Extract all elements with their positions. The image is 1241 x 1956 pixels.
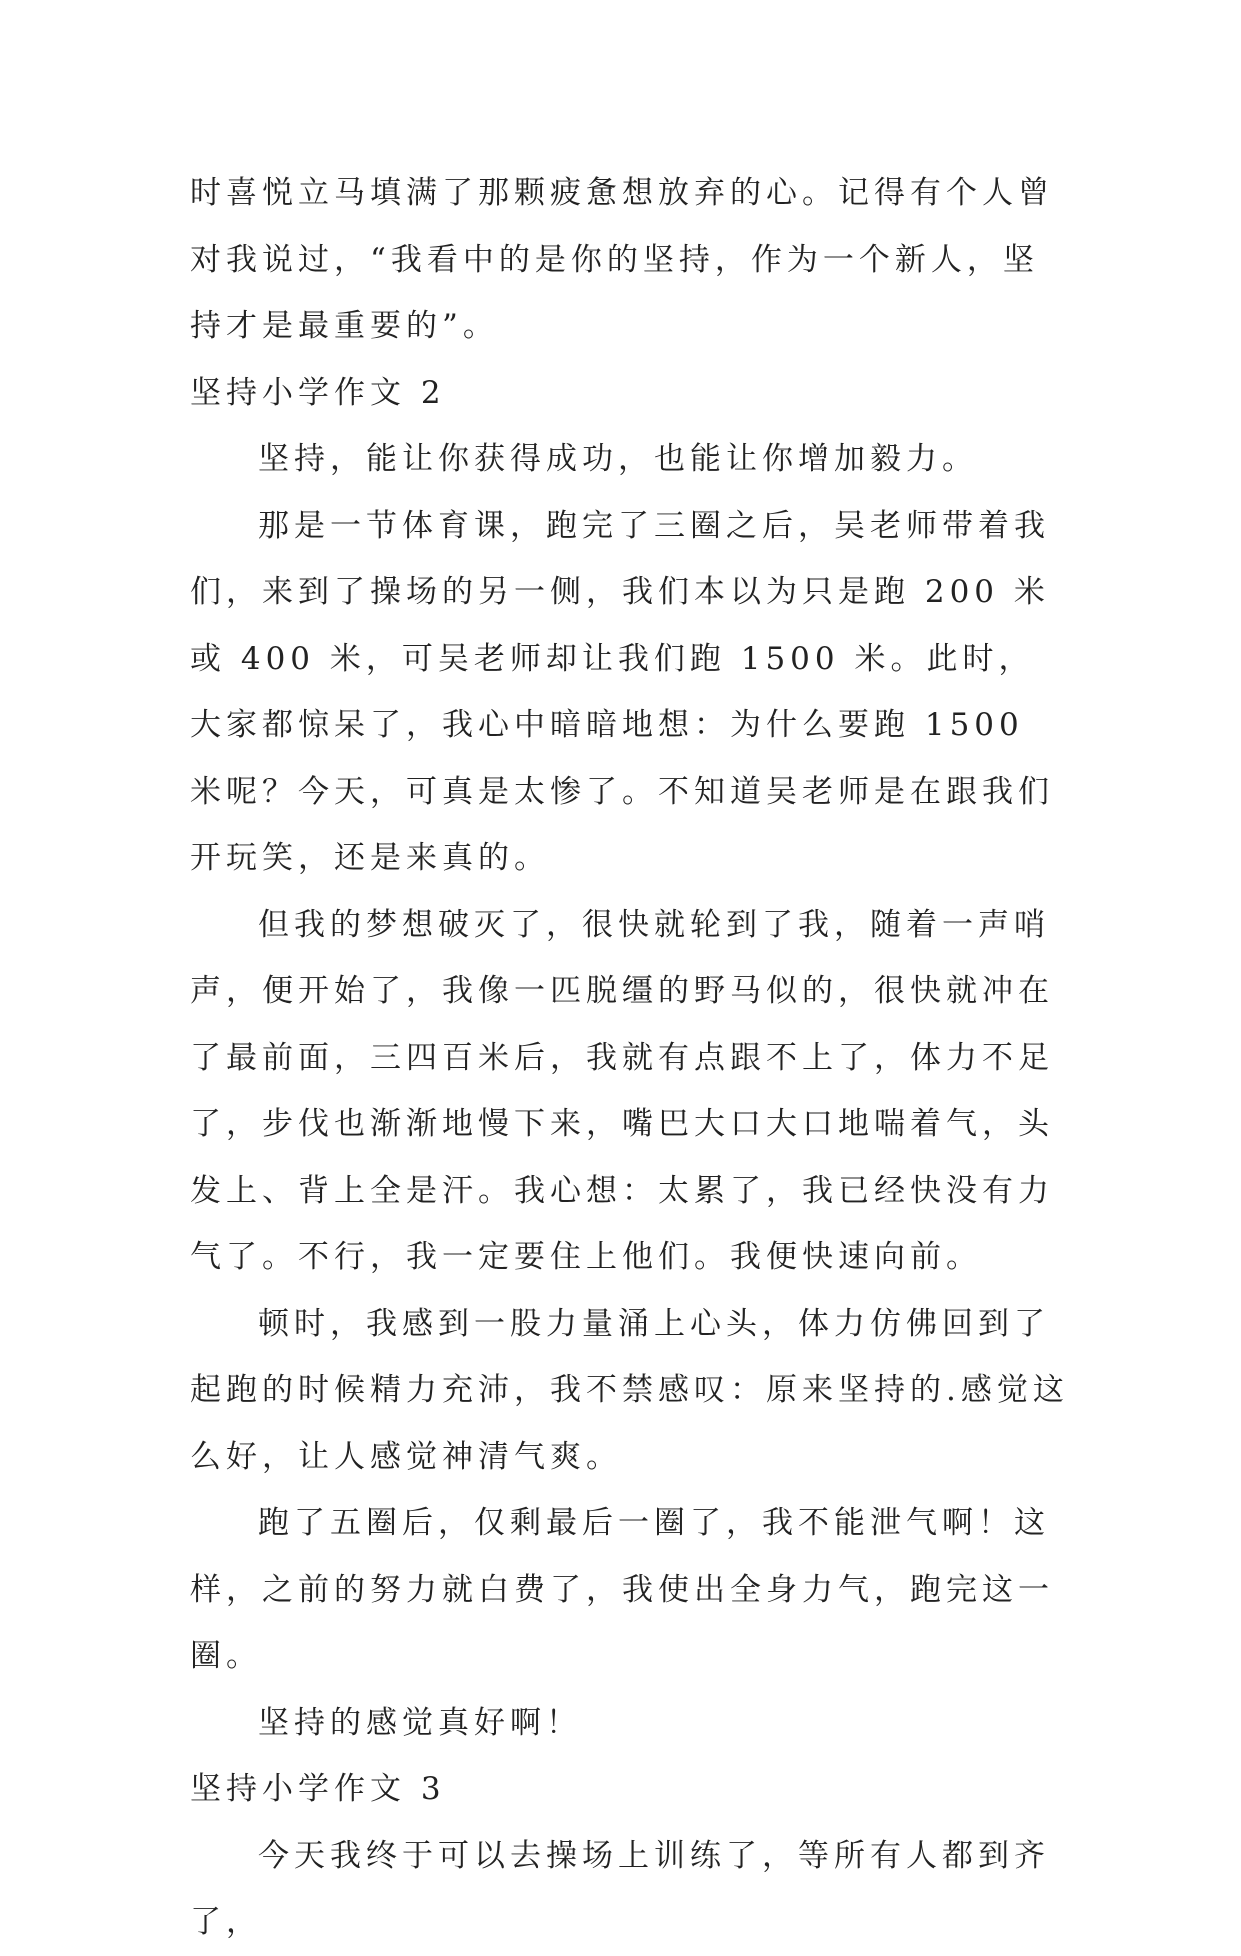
paragraph: 跑了五圈后，仅剩最后一圈了，我不能泄气啊！这样，之前的努力就白费了，我使出全身力气，跑完这一圈。 [190,1505,1054,1674]
essay-heading: 坚持小学作文 3 [190,1771,446,1807]
essay-heading: 坚持小学作文 2 [190,374,446,411]
paragraph: 时喜悦立马填满了那颗疲惫想放弃的心。记得有个人曾对我说过，“我看中的是你的坚持，作为一个新人，坚持才是最重要的”。 [190,175,1054,344]
paragraph: 顿时，我感到一股力量涌上心头，体力仿佛回到了起跑的时候精力充沛，我不禁感叹：原来坚持的.感觉这么好，让人感觉神清气爽。 [190,1305,1069,1475]
paragraph: 坚持的感觉真好啊！ [258,1704,582,1741]
paragraph: 坚持，能让你获得成功，也能让你增加毅力。 [258,441,978,477]
paragraph: 那是一节体育课，跑完了三圈之后，吴老师带着我们，来到了操场的另一侧，我们本以为只是跑 200 米或 400 米，可吴老师却让我们跑 1500 米。此时，大家都惊呆了，我心中暗暗地想：为什么要跑 1500 米呢？今天，可真是太惨了。不知道吴老师是在跟我们开玩笑，还是来真的。 [190,507,1054,876]
paragraph: 今天我终于可以去操场上训练了，等所有人都到齐了， [190,1837,1050,1940]
paragraph: 但我的梦想破灭了，很快就轮到了我，随着一声哨声，便开始了，我像一匹脱缰的野马似的，很快就冲在了最前面，三四百米后，我就有点跟不上了，体力不足了，步伐也渐渐地慢下来，嘴巴大口大口地喘着气，头发上、背上全是汗。我心想：太累了，我已经快没有力气了。不行，我一定要住上他们。我便快速向前。 [190,906,1054,1275]
document-page [190,160,1070,1956]
